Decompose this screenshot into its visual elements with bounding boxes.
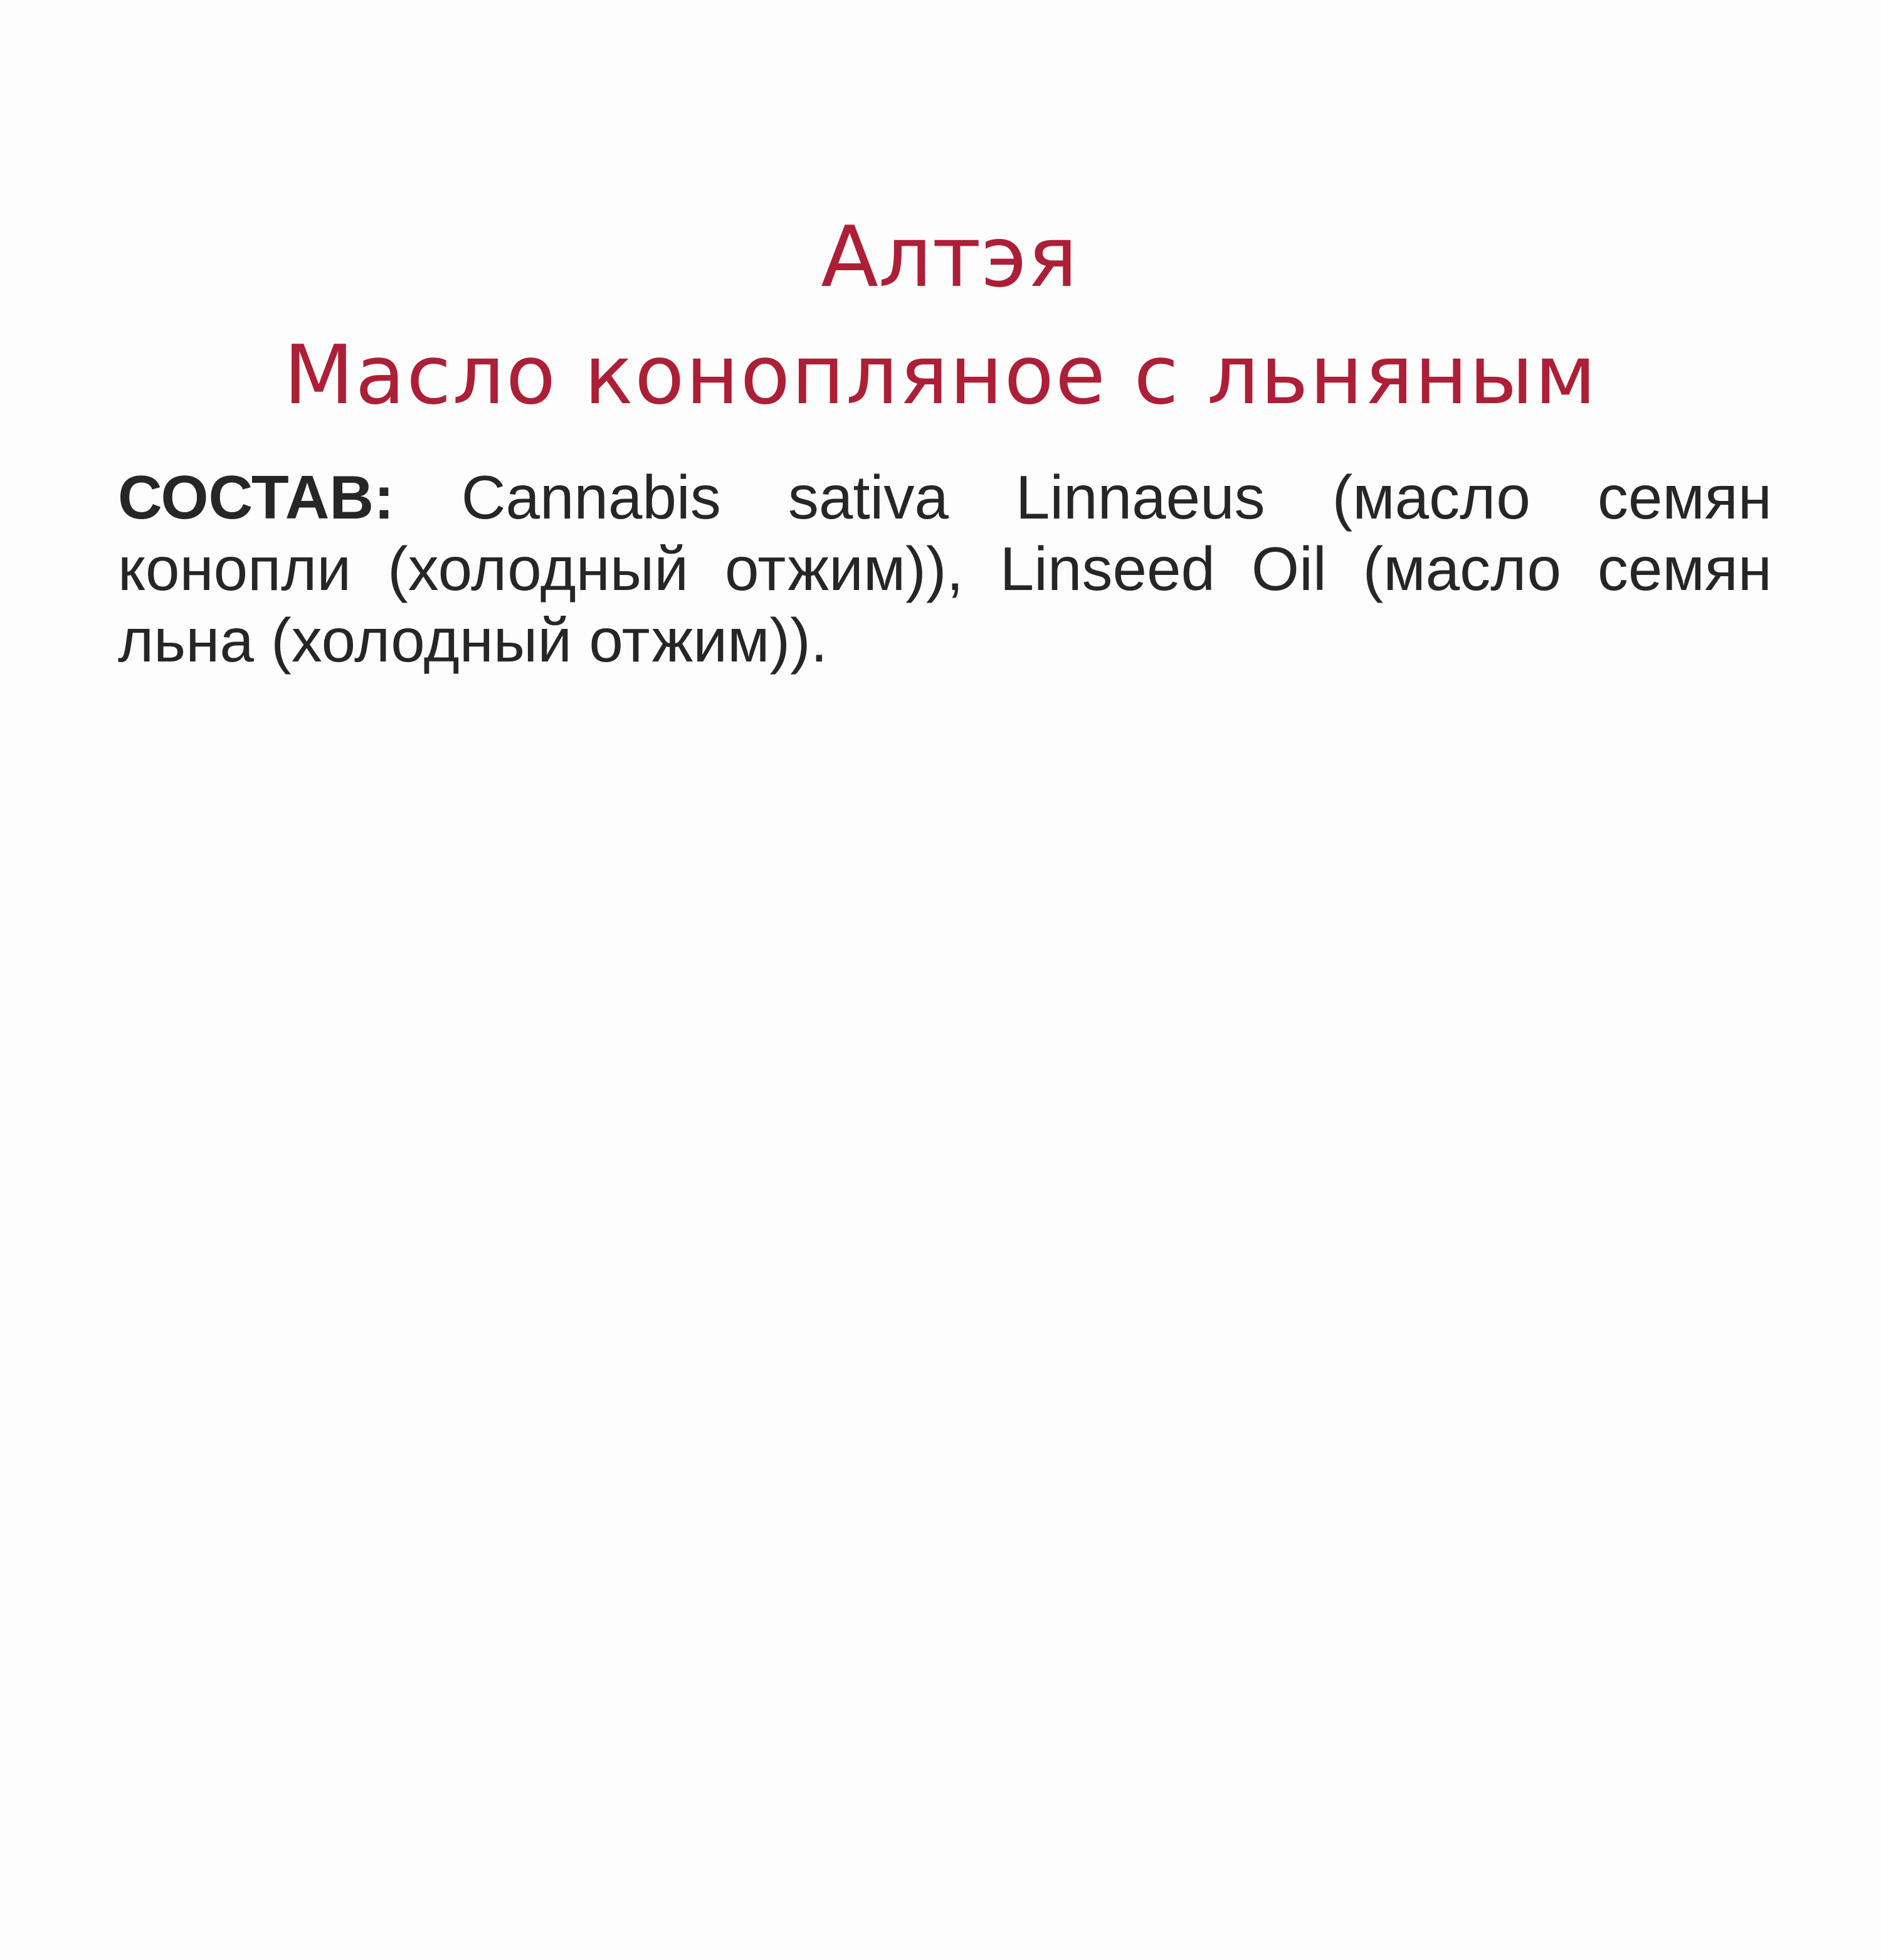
composition-paragraph: [118, 461, 1772, 676]
composition-text: Cannabis sativa Linnaeus (масло семян конопли (холодный отжим)), Linseed Oil (масло семян льна (холодный отжим)).: [118, 463, 1772, 675]
product-name: Масло конопляное с льняным: [283, 327, 1598, 423]
brand-name: Алтэя: [821, 208, 1078, 306]
composition-label: СОСТАВ:: [118, 463, 394, 532]
title-block: [0, 207, 1881, 425]
